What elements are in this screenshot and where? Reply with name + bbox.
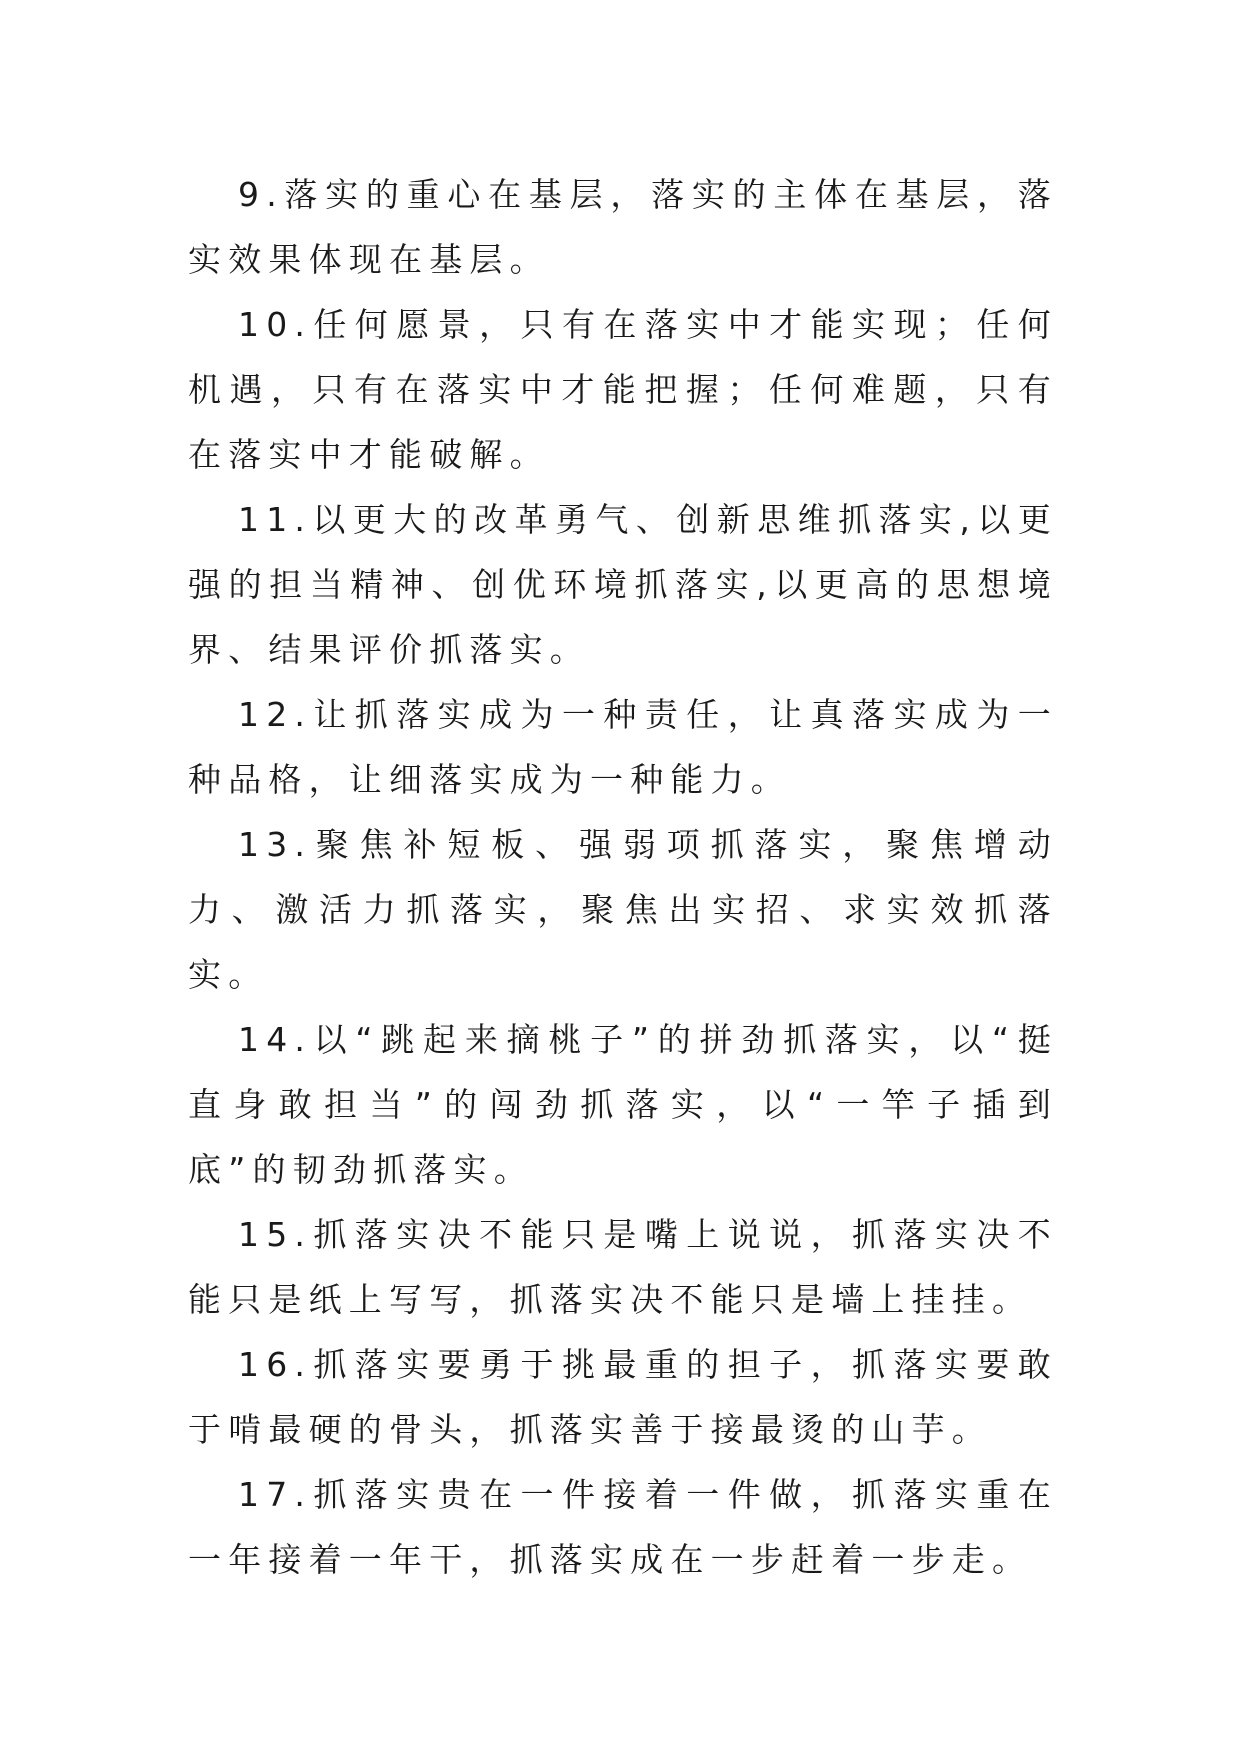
paragraph-9: 9.落实的重心在基层，落实的主体在基层，落实效果体现在基层。 xyxy=(188,175,1058,279)
paragraph-10: 10.任何愿景，只有在落实中才能实现；任何机遇，只有在落实中才能把握；任何难题，只有在落实中才能破解。 xyxy=(188,305,1058,474)
paragraph-11: 11.以更大的改革勇气、创新思维抓落实,以更强的担当精神、创优环境抓落实,以更高的思想境界、结果评价抓落实。 xyxy=(188,500,1058,669)
document-body xyxy=(188,162,1058,1592)
paragraph-15: 15.抓落实决不能只是嘴上说说，抓落实决不能只是纸上写写，抓落实决不能只是墙上挂挂。 xyxy=(188,1215,1058,1319)
paragraph-12: 12.让抓落实成为一种责任，让真落实成为一种品格，让细落实成为一种能力。 xyxy=(188,695,1058,799)
paragraph-17: 17.抓落实贵在一件接着一件做，抓落实重在一年接着一年干，抓落实成在一步赶着一步走。 xyxy=(188,1475,1058,1579)
paragraph-13: 13.聚焦补短板、强弱项抓落实，聚焦增动力、激活力抓落实，聚焦出实招、求实效抓落实。 xyxy=(188,825,1058,994)
paragraph-14: 14.以“跳起来摘桃子”的拼劲抓落实，以“挺直身敢担当”的闯劲抓落实，以“一竿子插到底”的韧劲抓落实。 xyxy=(188,1020,1058,1189)
paragraph-16: 16.抓落实要勇于挑最重的担子，抓落实要敢于啃最硬的骨头，抓落实善于接最烫的山芋。 xyxy=(188,1345,1058,1449)
